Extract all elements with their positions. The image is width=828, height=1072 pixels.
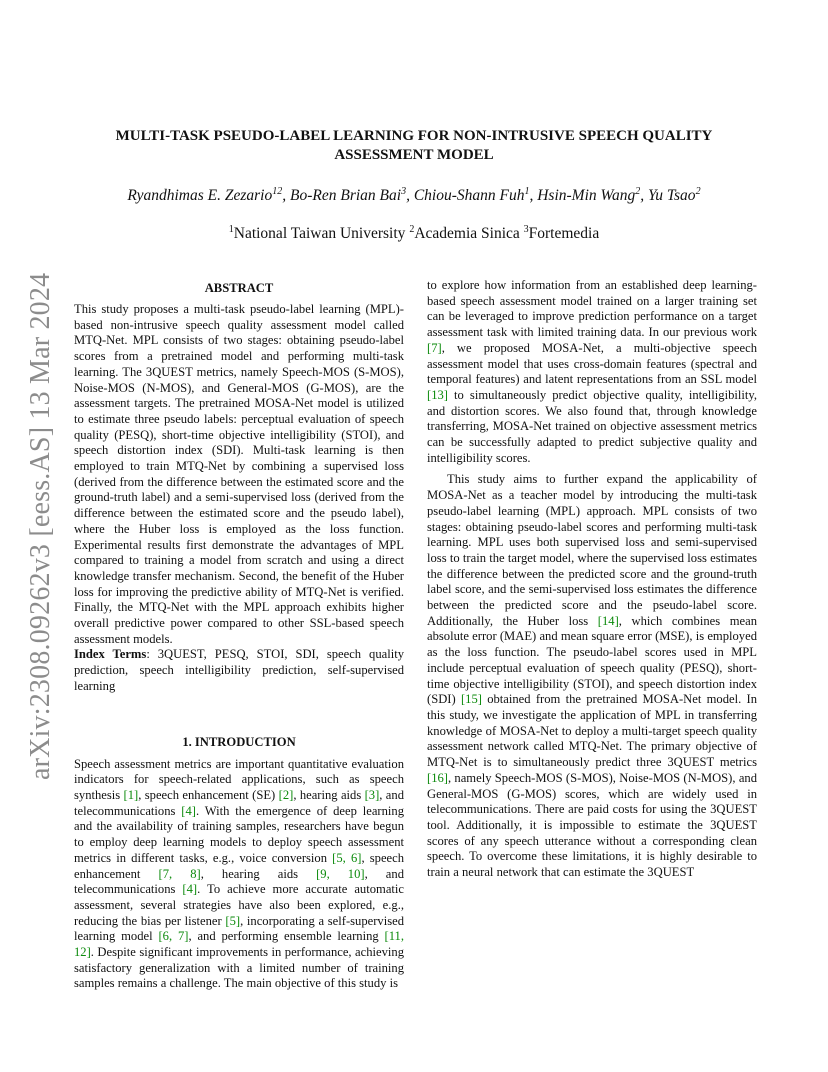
author-name: Bo-Ren Brian Bai [290, 187, 402, 204]
affil-sup: 3 [523, 223, 529, 235]
author-affil-sup: 3 [401, 185, 407, 197]
affil-sup: 2 [409, 223, 415, 235]
citation-link[interactable]: [15] [460, 692, 482, 707]
author-name: Chiou-Shann Fuh [413, 187, 525, 204]
abstract-heading: ABSTRACT [204, 281, 274, 295]
citation-link[interactable]: [3] [364, 787, 380, 802]
author-affil-sup: 12 [272, 185, 283, 197]
author-name: Ryandhimas E. Zezario [127, 187, 273, 204]
citation-link[interactable]: [14] [597, 613, 619, 628]
citation-link[interactable]: [5] [225, 913, 241, 928]
author-name: Hsin-Min Wang [537, 187, 636, 204]
index-terms-text: : 3QUEST, PESQ, STOI, SDI, speech quality prediction, speech intelligibility prediction, self-supervised learning [74, 647, 404, 693]
affiliation-name: Academia Sinica [414, 225, 520, 242]
right-column [427, 278, 757, 881]
affiliation-name: Fortemedia [528, 225, 600, 242]
left-column [74, 278, 404, 992]
citation-link[interactable]: [6, 7] [158, 929, 189, 944]
intro-paragraph-1-continued: to explore how information from an established deep learning-based speech assessment model trained on a larger training set can be leveraged to improve prediction performance on a target assessment task with limited training data. In our previous work [7], we proposed MOSA-Net, a multi-objective speech assessment model that uses cross-domain features (spectral and temporal features) and latent representations from an SSL model [13] to simultaneously predict objective quality, intelligibility, and distortion scores. We also found that, through knowledge transferring, MOSA-Net trained on objective assessment metrics can be successfully adapted to predict subjective quality and intelligibility scores. [427, 278, 757, 465]
citation-link[interactable]: [13] [427, 387, 448, 402]
citation-link[interactable]: [9, 10] [316, 866, 365, 881]
arxiv-identifier: arXiv:2308.09262v3 [eess.AS] 13 Mar 2024 [25, 272, 56, 780]
affiliation-list [60, 224, 768, 244]
citation-link[interactable]: [5, 6] [332, 850, 362, 865]
affiliation-name: National Taiwan University [233, 225, 406, 242]
index-terms [74, 647, 404, 694]
abstract-text: This study proposes a multi-task pseudo-label learning (MPL)-based non-intrusive speech quality assessment model called MTQ-Net. MPL consists of two stages: obtaining pseudo-label scores from a pretrained model and performing multi-task learning. The 3QUEST metrics, namely Speech-MOS (S-MOS), Noise-MOS (N-MOS), and General-MOS (G-MOS), are the assessment targets. The pretrained MOSA-Net model is utilized to estimate three pseudo labels: perceptual evaluation of speech quality (PESQ), short-time objective intelligibility (STOI), and speech distortion index (SDI). Multi-task learning is then employed to train MTQ-Net by combining a supervised loss (derived from the difference between the estimated score and the ground-truth label) and a semi-supervised loss (derived from the difference between the estimated score and the pseudo label), where the Huber loss is employed as the loss function. Experimental results first demonstrate the advantages of MPL compared to training a model from scratch and using a direct knowledge transfer mechanism. Second, the benefit of the Huber loss for improving the predictive ability of MTQ-Net is verified. Finally, the MTQ-Net with the MPL approach exhibits higher overall predictive power compared to other SSL-based speech assessment models. [74, 302, 404, 646]
author-affil-sup: 2 [635, 185, 641, 197]
author-affil-sup: 2 [695, 185, 701, 197]
introduction-heading: 1. INTRODUCTION [182, 734, 296, 749]
citation-link[interactable]: [1] [123, 787, 139, 802]
paper-title: MULTI-TASK PSEUDO-LABEL LEARNING FOR NON-INTRUSIVE SPEECH QUALITY ASSESSMENT MODEL [115, 128, 713, 163]
citation-link[interactable]: [16] [427, 770, 448, 785]
citation-link[interactable]: [2] [278, 787, 294, 802]
citation-link[interactable]: [7] [427, 340, 442, 355]
citation-link[interactable]: [4] [181, 803, 196, 818]
citation-link[interactable]: [7, 8] [158, 866, 201, 881]
citation-link[interactable]: [4] [182, 882, 198, 897]
citation-link[interactable]: [11, 12] [74, 929, 404, 960]
affil-sup: 1 [228, 223, 234, 235]
author-list: Ryandhimas E. Zezario$^{12}$, Bo-Ren Brian Bai$^3$, Chiou-Shann Fuh$^1$, Hsin-Min Wang$^2$, Yu Tsao$^2$ [127, 185, 701, 204]
index-terms-label: Index Terms [74, 647, 147, 662]
author-affil-sup: 1 [524, 185, 530, 197]
intro-paragraph-1: Speech assessment metrics are important quantitative evaluation indicators for speech-related applications, such as speech synthesis [1], speech enhancement (SE) [2], hearing aids [3], and telecommunications [4]. With the emergence of deep learning and the availability of training samples, researchers have begun to employ deep learning models to deploy speech assessment metrics in different tasks, e.g., voice conversion [5, 6], speech enhancement [7, 8], hearing aids [9, 10], and telecommunications [4]. To achieve more accurate automatic assessment, several strategies have also been explored, e.g., reducing the bias per listener [5], incorporating a self-supervised learning model [6, 7], and performing ensemble learning [11, 12]. Despite significant improvements in performance, achieving satisfactory generalization with a limited number of training samples remains a challenge. The main objective of this study is [74, 756, 405, 991]
author-name: Yu Tsao [648, 187, 696, 204]
intro-paragraph-2: This study aims to further expand the applicability of MOSA-Net as a teacher model by introducing the multi-task pseudo-label learning (MPL) approach. MPL consists of two stages: obtaining pseudo-label scores and performing multi-task learning. MPL uses both supervised loss and semi-supervised loss to train the target model, where the supervised loss estimates the difference between the predicted score and the ground-truth label score, and the semi-supervised loss estimates the difference between the predicted score and the pseudo-label score. Additionally, the Huber loss [14], which combines mean absolute error (MAE) and mean square error (MSE), is employed as the loss function. The pseudo-label scores used in MPL include perceptual evaluation of speech quality (PESQ), short-time objective intelligibility (STOI), and speech distortion index (SDI) [15] obtained from the pretrained MOSA-Net model. In this study, we investigate the application of MPL in transferring knowledge of MOSA-Net to deploy a multi-target speech quality assessment network called MTQ-Net. The primary objective of MTQ-Net is to simultaneously predict three 3QUEST metrics [16], namely Speech-MOS (S-MOS), Noise-MOS (N-MOS), and General-MOS (G-MOS) scores, which are widely used in telecommunications. There are paid costs for using the 3QUEST tool. Additionally, it is impossible to estimate the 3QUEST scores of any speech utterance without a corresponding clean speech. To overcome these limitations, it is highly desirable to train a neural network that can estimate the 3QUEST [427, 472, 757, 880]
